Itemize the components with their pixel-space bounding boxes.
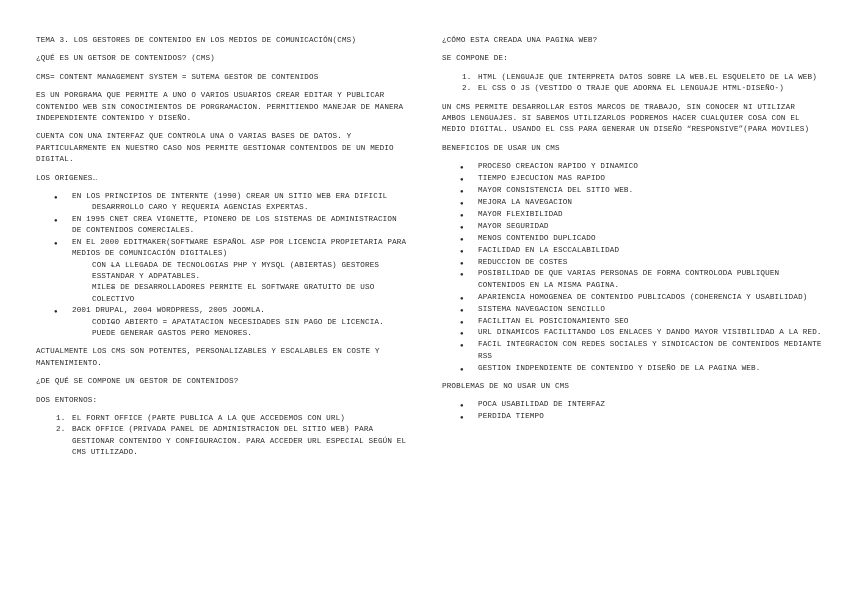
paragraph-cms-program: ES UN PORGRAMA QUE PERMITE A UNO O VARIOS USUARIOS CREAR EDITAR Y PUBLICAR CONTENIDO WEB SIN CONOCIMIENTOS DE PORGRAMACION. PERMITIENDO MANEJAR DE MANERA INDEPENDIENTE CONTENIDO Y DISEÑO. [36,92,404,124]
list-item: ● MEJORA LA NAVEGACION [442,198,822,209]
list-item: ● POSIBILIDAD DE QUE VARIAS PERSONAS DE FORMA CONTROLODA PUBLIQUEN CONTENIDOS EN LA MISMA PAGINA. [442,269,822,292]
heading-problems: PROBLEMAS DE NO USAR UN CMS [442,383,570,392]
list-number: 2. [462,85,472,94]
list-item: ● FACILITAN EL POSICIONAMIENTO SEO [442,317,822,328]
list-item: ● EN 1995 CNET CREA VIGNETTE, PIONERO DE LOS SISTEMAS DE ADMINISTRACION DE CONTENIDOS COMERCIALES. [36,215,410,238]
paragraph-current-cms: ACTUALMENTE LOS CMS SON POTENTES, PERSONALIZABLES Y ESCALABLES EN COSTE Y MANTENIMIENTO. [36,348,380,368]
heading-web-page-creation: ¿CÓMO ESTA CREADA UNA PAGINA WEB? [442,37,598,45]
list-item: ● GESTION INDPENDIENTE DE CONTENIDO Y DISEÑO DE LA PAGINA WEB. [442,364,822,375]
list-item: ● MAYOR FLEXIBILIDAD [442,210,822,221]
sub-list-item: – DESARRROLLO CARO Y REQUERIA AGENCIAS EXPERTAS. [72,203,410,214]
list-item [442,73,822,84]
heading-origins: LOS ORIGENES… [36,174,98,183]
list-item: ● MAYOR SEGURIDAD [442,222,822,233]
list-item [36,192,410,215]
heading-what-is-cms: ¿QUÉ ES UN GETSOR DE CONTENIDOS? (CMS) [36,55,215,64]
sub-list-item: – CODIGO ABIERTO = APATATACION NECESIDADES SIN PAGO DE LICENCIA. PUEDE GENERAR GASTOS PERO MENORES. [72,318,410,341]
paragraph-cms-frameworks: UN CMS PERMITE DESARROLLAR ESTOS MARCOS DE TRABAJO, SIN CONOCER NI UTILIZAR AMBOS LENGUAJES. SI SABEMOS UTILIZARLOS PODREMOS HACER CUALQUIER COSA CON EL MEDIO DIGITAL. USANDO EL CSS PARA GENERAR UN DISEÑO “RESPONSIVE”(PARA MOVILES) [442,103,810,135]
two-environments-label: DOS ENTORNOS: [36,396,98,405]
list-number: 1. [462,73,472,82]
list-item: ● TIEMPO EJECUCION MAS RAPIDO [442,174,822,185]
benefits-list [442,162,822,375]
sub-list-item: – MILES DE DESARROLLADORES PERMITE EL SOFTWARE GRATUITO DE USO COLECTIVO [72,283,410,306]
list-item-text: EL CSS O JS (VESTIDO O TRAJE QUE ADORNA EL LENGUAJE HTML-DISEÑO-) [478,85,784,94]
list-item [36,238,410,306]
environments-list [36,414,410,460]
list-item: ● MENOS CONTENIDO DUPLICADO [442,234,822,245]
list-item: ● POCA USABILIDAD DE INTERFAZ [442,400,822,411]
list-item: ● APARIENCIA HOMOGENEA DE CONTENIDO PUBLICADOS (COHERENCIA Y USABILIDAD) [442,293,822,304]
list-number: 1. [56,414,66,423]
heading-benefits: BENEFICIOS DE USAR UN CMS [442,144,560,153]
problems-list [442,400,822,423]
list-item: ● PERDIDA TIEMPO [442,412,822,423]
list-item: ● PROCESO CREACION RAPIDO Y DINAMICO [442,162,822,173]
sub-list [72,318,410,341]
sub-list [72,261,410,307]
left-column [36,36,410,467]
list-item: ● MAYOR CONSISTENCIA DEL SITIO WEB. [442,186,822,197]
origins-list [36,192,410,340]
list-item-text: 2001 DRUPAL, 2004 WORDPRESS, 2005 JOOMLA. [72,307,265,316]
list-item: ● FACIL INTEGRACION CON REDES SOCIALES Y SINDICACION DE CONTENIDOS MEDIANTE RSS [442,340,822,363]
components-list [442,73,822,96]
composed-of-label: SE COMPONE DE: [442,55,508,64]
list-item [442,84,822,95]
sub-list [72,203,410,214]
list-item-text: HTML (LENGUAJE QUE INTERPRETA DATOS SOBRE LA WEB.EL ESQUELETO DE LA WEB) [478,73,817,82]
list-item-text: EN EL 2000 EDITMAKER(SOFTWARE ESPAÑOL ASP POR LICENCIA PROPIETARIA PARA MEDIOS DE COMUNICACIÓN DIGITALES) [72,238,407,259]
list-item-text: EN LOS PRINCIPIOS DE INTERNTE (1990) CREAR UN SITIO WEB ERA DIFICIL [72,193,388,202]
list-item: ● SISTEMA NAVEGACION SENCILLO [442,305,822,316]
sub-list-item: – CON LA LLEGADA DE TECNOLOGIAS PHP Y MYSQL (ABIERTAS) GESTORES ESSTANDAR Y ADPATABLES. [72,261,410,284]
right-column [442,36,822,431]
list-item [36,306,410,340]
list-item: ● URL DINAMICOS FACILITANDO LOS ENLACES Y DANDO MAYOR VISIBILIDAD A LA RED. [442,328,822,339]
list-item [36,414,410,425]
list-item [36,425,410,459]
list-item: ● FACILIDAD EN LA ESCCALABILIDAD [442,246,822,257]
document-title: TEMA 3. LOS GESTORES DE CONTENIDO EN LOS MEDIOS DE COMUNICACIÓN(CMS) [36,37,357,45]
list-item-text: BACK OFFICE (PRIVADA PANEL DE ADMINISTRACION DEL SITIO WEB) PARA GESTIONAR CONTENIDO Y CONFIGURACION. PARA ACCEDER URL ESPECIAL SEGÚN EL CMS UTILIZADO. [72,426,407,458]
list-item: ● REDUCCION DE COSTES [442,258,822,269]
paragraph-cms-interface: CUENTA CON UNA INTERFAZ QUE CONTROLA UNA O VARIAS BASES DE DATOS. Y PARTICULARMENTE EN NUESTRO CASO NOS PERMITE GESTIONAR CONTENIDOS DE UN MEDIO DIGITAL. [36,133,394,165]
heading-cms-components: ¿DE QUÉ SE COMPONE UN GESTOR DE CONTENIDOS? [36,378,239,387]
list-number: 2. [56,426,66,435]
list-item-text: EL FORNT OFFICE (PARTE PUBLICA A LA QUE ACCEDEMOS CON URL) [72,414,346,423]
cms-definition: CMS= CONTENT MANAGEMENT SYSTEM = SUTEMA GESTOR DE CONTENIDOS [36,73,319,82]
